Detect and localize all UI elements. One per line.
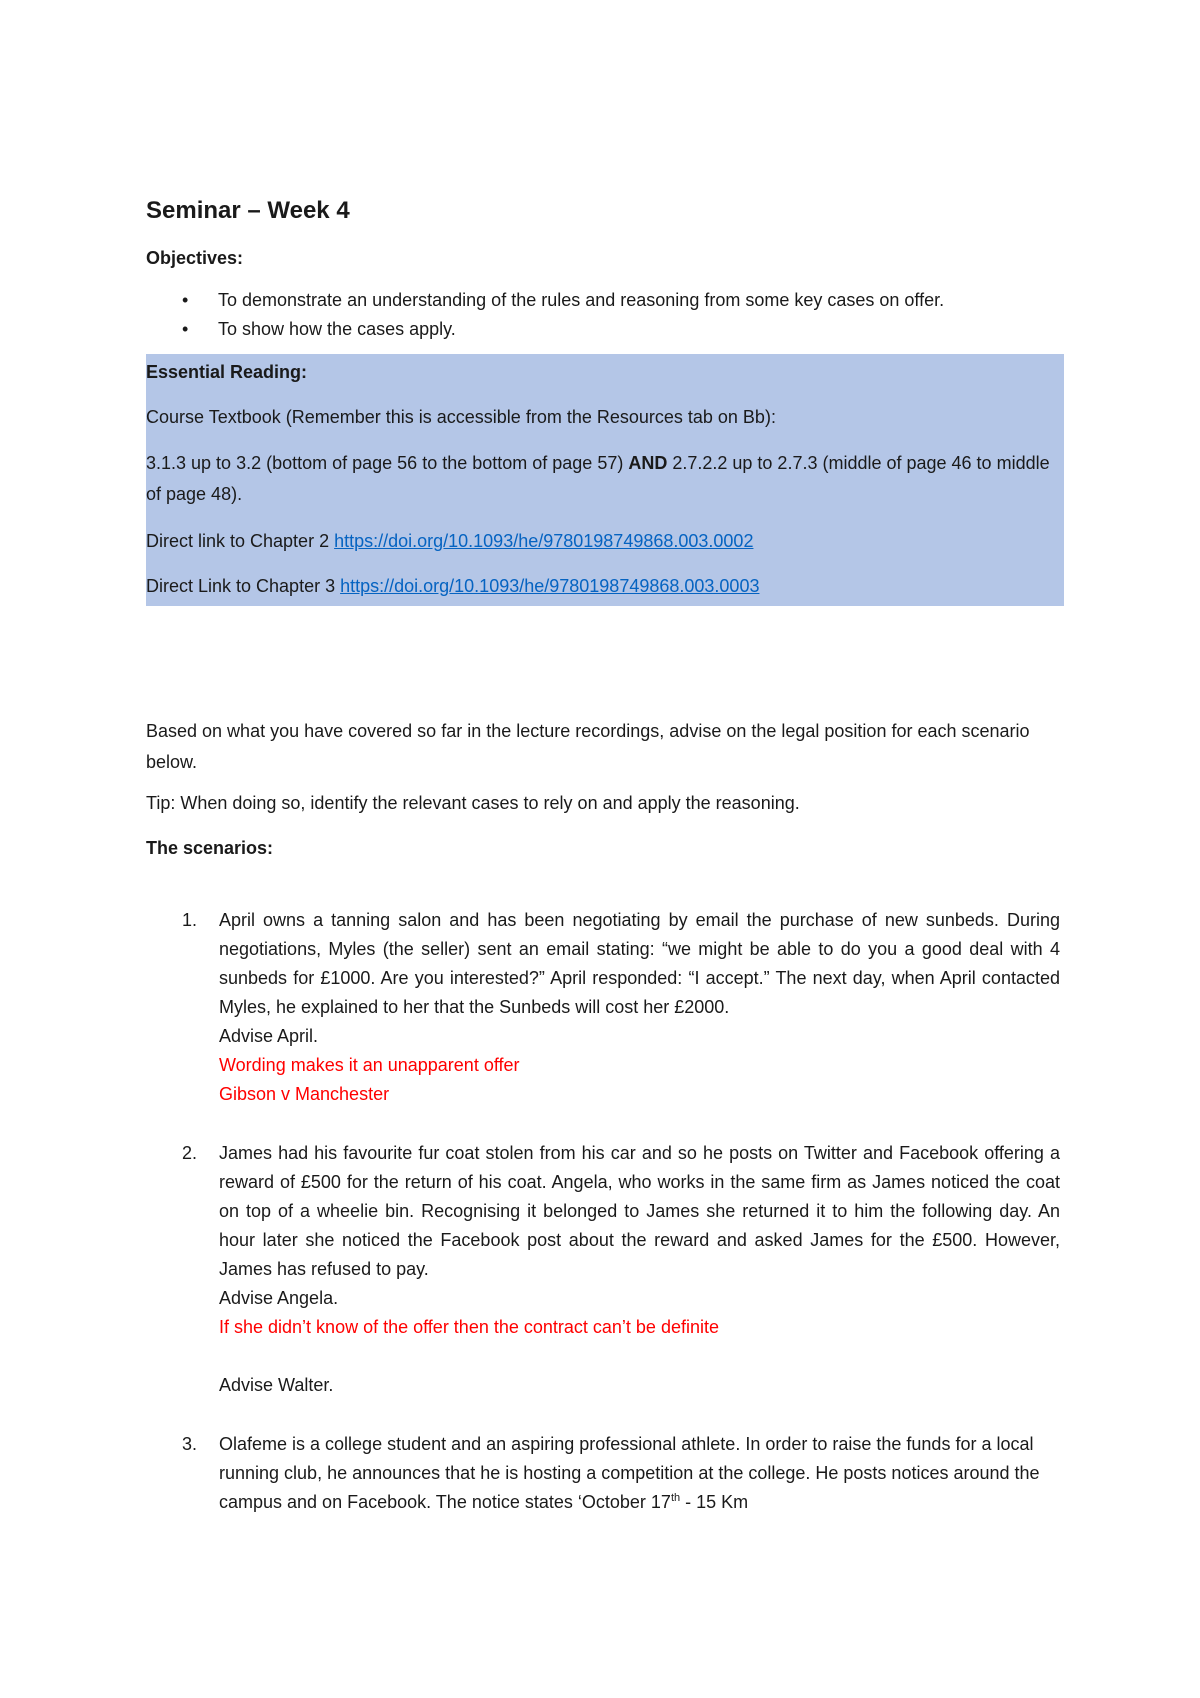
- scenario-advise: Advise Angela.: [219, 1288, 339, 1308]
- essential-reading-label: Essential Reading:: [146, 362, 308, 382]
- chapter2-line: [146, 527, 1064, 555]
- scenario-note: Gibson v Manchester: [219, 1084, 390, 1104]
- scenario-body: [219, 1430, 1060, 1517]
- scenario-text-continued: - 15 Km: [680, 1492, 749, 1512]
- objective-item: [146, 286, 1060, 315]
- blank-line: [219, 1342, 1060, 1371]
- scenario-note: Wording makes it an unapparent offer: [219, 1055, 520, 1075]
- objectives-label: Objectives:: [146, 248, 244, 268]
- objective-item: [146, 315, 1060, 344]
- bullet-icon: •: [182, 319, 189, 339]
- objective-text: To demonstrate an understanding of the rules and reasoning from some key cases on offer.: [218, 290, 945, 310]
- sections-part2: 2.7.2.2 up to 2.7.3 (middle of page 46 to middle of page 48).: [146, 453, 1050, 504]
- scenario-advise-secondary: Advise Walter.: [219, 1375, 334, 1395]
- ordinal-suffix: th: [670, 1492, 681, 1504]
- chapter2-link[interactable]: https://doi.org/10.1093/he/9780198749868.003.0002: [334, 531, 754, 551]
- scenario-text: James had his favourite fur coat stolen from his car and so he posts on Twitter and Facebook offering a reward of £500 for the return of his coat. Angela, who works in the same firm as James noticed the coat on top of a wheelie bin. Recognising it belonged to James she returned it to him the following day. An hour later she noticed the Facebook post about the reward and asked James for the £500. However, James has refused to pay.: [219, 1143, 1060, 1279]
- scenario-text: Olafeme is a college student and an aspiring professional athlete. In order to raise the funds for a local running club, he announces that he is hosting a competition at the college. He posts notices around the campus and on Facebook. The notice states ‘October 17: [219, 1434, 1040, 1512]
- chapter3-label: Direct Link to Chapter 3: [146, 576, 341, 596]
- scenario-body: [219, 906, 1060, 1109]
- objectives-list: [146, 286, 1060, 344]
- scenario-note: If she didn’t know of the offer then the contract can’t be definite: [219, 1317, 719, 1337]
- bullet-icon: •: [182, 290, 189, 310]
- objective-text: To show how the cases apply.: [218, 319, 456, 339]
- scenario-item: [146, 1430, 1060, 1517]
- sections-and: AND: [628, 453, 668, 473]
- essential-reading-box: [146, 354, 1064, 606]
- advise-intro: Based on what you have covered so far in the lecture recordings, advise on the legal position for each scenario below.: [146, 721, 1030, 772]
- scenario-number: 3.: [182, 1434, 198, 1454]
- scenario-item: [146, 1139, 1060, 1400]
- chapter3-line: [146, 572, 1064, 600]
- scenario-number: 1.: [182, 910, 198, 930]
- scenario-body: [219, 1139, 1060, 1400]
- scenario-number: 2.: [182, 1143, 198, 1163]
- reading-sections: [146, 448, 1064, 510]
- chapter3-link[interactable]: https://doi.org/10.1093/he/9780198749868.003.0003: [340, 576, 760, 596]
- page-title: Seminar – Week 4: [146, 197, 350, 224]
- scenario-advise: Advise April.: [219, 1026, 319, 1046]
- chapter2-label: Direct link to Chapter 2: [146, 531, 335, 551]
- scenario-item: [146, 906, 1060, 1109]
- scenarios-label: The scenarios:: [146, 838, 274, 858]
- sections-part1: 3.1.3 up to 3.2 (bottom of page 56 to the bottom of page 57): [146, 453, 629, 473]
- scenario-list: [146, 906, 1060, 1517]
- tip-text: Tip: When doing so, identify the relevant cases to rely on and apply the reasoning.: [146, 793, 800, 813]
- textbook-note: Course Textbook (Remember this is accessible from the Resources tab on Bb):: [146, 407, 776, 427]
- document-content: [146, 196, 1060, 1517]
- scenario-text: April owns a tanning salon and has been negotiating by email the purchase of new sunbeds. During negotiations, Myles (the seller) sent an email stating: “we might be able to do you a good deal with 4 sunbeds for £1000. Are you interested?” April responded: “I accept.” The next day, when April contacted Myles, he explained to her that the Sunbeds will cost her £2000.: [219, 910, 1060, 1017]
